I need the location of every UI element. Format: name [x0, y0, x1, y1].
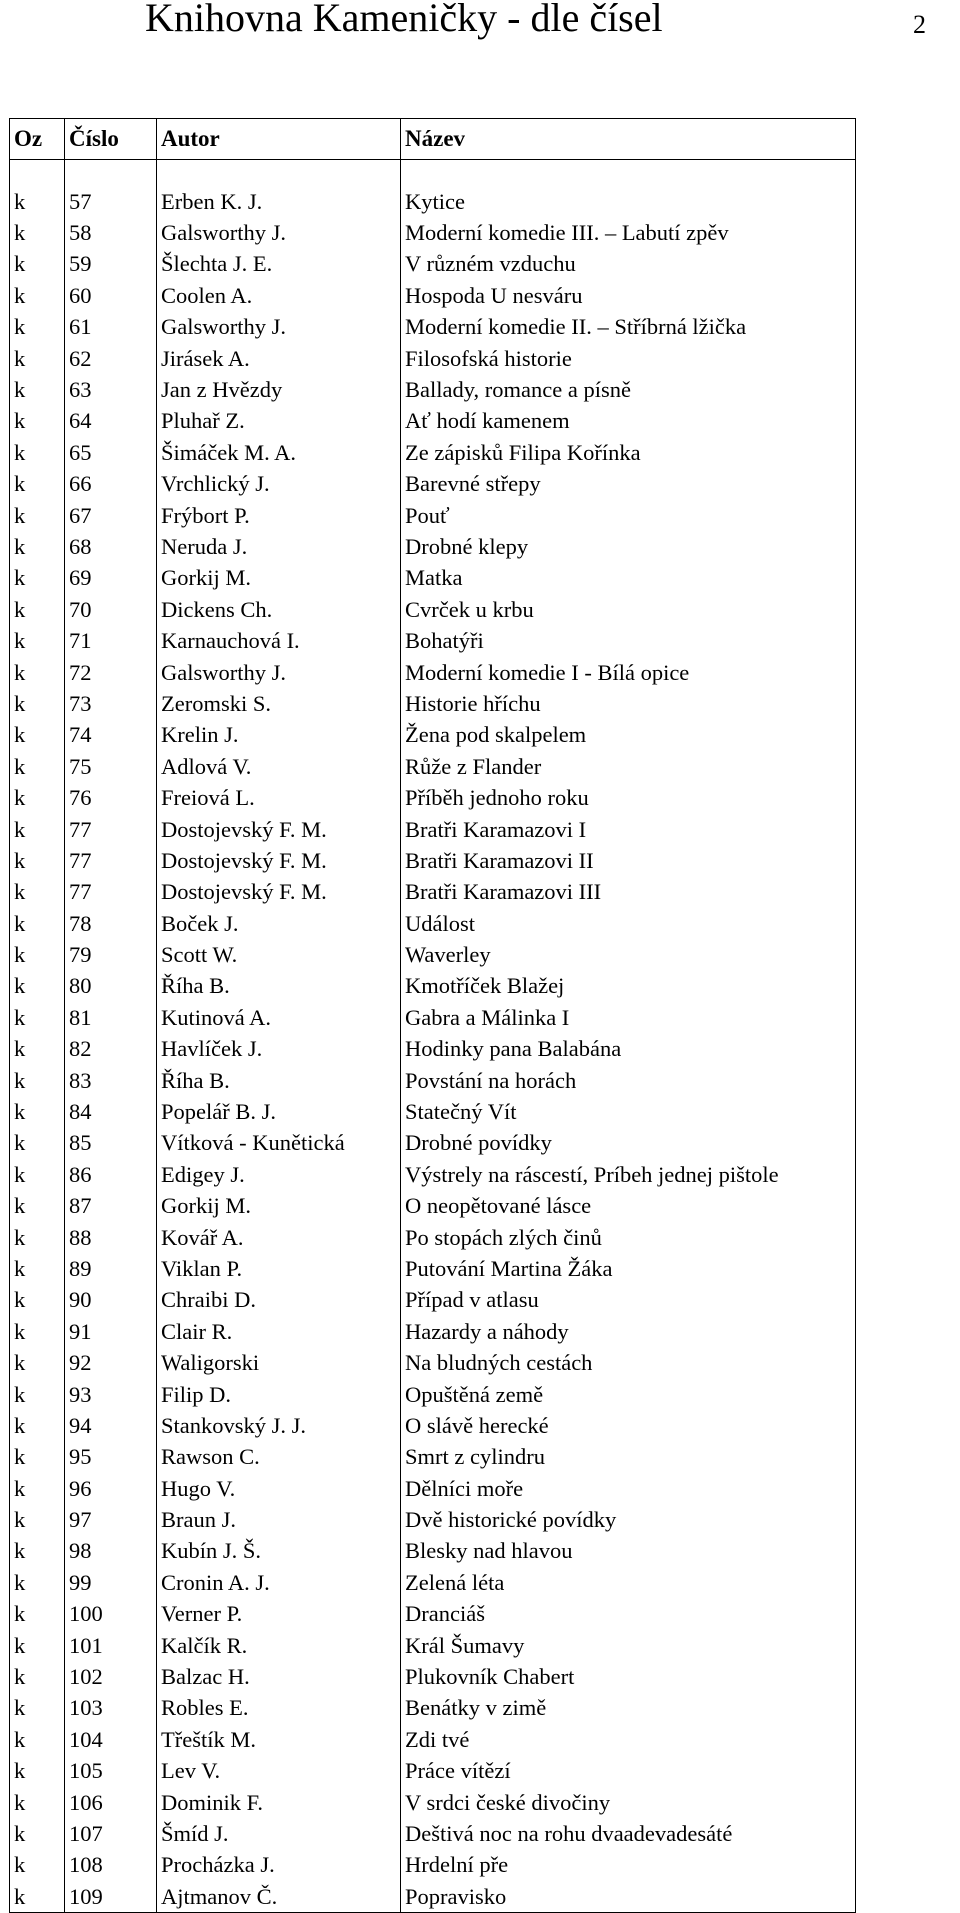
table-row [10, 500, 856, 531]
cell-autor: Dostojevský F. M. [157, 814, 401, 845]
cell-oz: k [10, 1347, 65, 1378]
cell-oz: k [10, 1850, 65, 1881]
cell-cislo: 102 [65, 1661, 157, 1692]
cell-oz: k [10, 1881, 65, 1913]
table-row [10, 186, 856, 217]
cell-autor: Hugo V. [157, 1473, 401, 1504]
table-row [10, 1787, 856, 1818]
cell-nazev: Zelená léta [401, 1567, 856, 1598]
cell-oz: k [10, 1191, 65, 1222]
cell-cislo: 58 [65, 217, 157, 248]
table-row [10, 688, 856, 719]
cell-cislo: 61 [65, 312, 157, 343]
table-row [10, 1379, 856, 1410]
cell-autor: Scott W. [157, 939, 401, 970]
table-row [10, 1034, 856, 1065]
cell-cislo: 68 [65, 531, 157, 562]
table-row [10, 217, 856, 248]
cell-oz: k [10, 500, 65, 531]
cell-cislo: 91 [65, 1316, 157, 1347]
cell-cislo: 79 [65, 939, 157, 970]
table-row [10, 1693, 856, 1724]
cell-nazev: V srdci české divočiny [401, 1787, 856, 1818]
cell-autor: Gorkij M. [157, 1191, 401, 1222]
cell-autor: Kutinová A. [157, 1002, 401, 1033]
cell-cislo: 62 [65, 343, 157, 374]
cell-nazev: Bratři Karamazovi III [401, 877, 856, 908]
cell-oz: k [10, 782, 65, 813]
table-row [10, 1818, 856, 1849]
cell-oz: k [10, 1567, 65, 1598]
cell-cislo: 85 [65, 1128, 157, 1159]
cell-nazev: Ballady, romance a písně [401, 374, 856, 405]
table-row [10, 1128, 856, 1159]
table-row [10, 1850, 856, 1881]
cell-nazev: Bratři Karamazovi II [401, 845, 856, 876]
cell-autor: Edigey J. [157, 1159, 401, 1190]
cell-nazev: Práce vítězí [401, 1756, 856, 1787]
cell-oz: k [10, 1630, 65, 1661]
cell-autor: Dostojevský F. M. [157, 845, 401, 876]
cell-cislo: 90 [65, 1285, 157, 1316]
cell-nazev: Historie hříchu [401, 688, 856, 719]
table-row [10, 1316, 856, 1347]
cell-nazev: Výstrely na ráscestí, Príbeh jednej pištole [401, 1159, 856, 1190]
table-spacer-row [10, 160, 856, 187]
cell-autor: Neruda J. [157, 531, 401, 562]
cell-autor: Procházka J. [157, 1850, 401, 1881]
cell-cislo: 106 [65, 1787, 157, 1818]
cell-nazev: Král Šumavy [401, 1630, 856, 1661]
cell-cislo: 64 [65, 406, 157, 437]
cell-cislo: 72 [65, 657, 157, 688]
table-row [10, 1473, 856, 1504]
column-header-nazev: Název [401, 119, 856, 160]
cell-nazev: Waverley [401, 939, 856, 970]
cell-nazev: Po stopách zlých činů [401, 1222, 856, 1253]
cell-cislo: 82 [65, 1034, 157, 1065]
table-row [10, 1096, 856, 1127]
cell-autor: Vrchlický J. [157, 469, 401, 500]
cell-autor: Galsworthy J. [157, 312, 401, 343]
cell-nazev: Kmotříček Blažej [401, 971, 856, 1002]
table-row [10, 312, 856, 343]
cell-autor: Šimáček M. A. [157, 437, 401, 468]
cell-cislo: 88 [65, 1222, 157, 1253]
table-row [10, 1442, 856, 1473]
cell-nazev: Drobné povídky [401, 1128, 856, 1159]
table-row [10, 594, 856, 625]
table-row [10, 1599, 856, 1630]
cell-autor: Dostojevský F. M. [157, 877, 401, 908]
cell-nazev: Pouť [401, 500, 856, 531]
cell-cislo: 100 [65, 1599, 157, 1630]
cell-autor: Jan z Hvězdy [157, 374, 401, 405]
cell-autor: Clair R. [157, 1316, 401, 1347]
cell-oz: k [10, 1442, 65, 1473]
cell-oz: k [10, 1253, 65, 1284]
cell-autor: Galsworthy J. [157, 217, 401, 248]
cell-autor: Havlíček J. [157, 1034, 401, 1065]
cell-oz: k [10, 1787, 65, 1818]
cell-oz: k [10, 1410, 65, 1441]
cell-autor: Říha B. [157, 971, 401, 1002]
cell-oz: k [10, 186, 65, 217]
cell-nazev: Příběh jednoho roku [401, 782, 856, 813]
table-row [10, 1002, 856, 1033]
cell-cislo: 69 [65, 563, 157, 594]
cell-autor: Dickens Ch. [157, 594, 401, 625]
cell-nazev: Popravisko [401, 1881, 856, 1913]
page-number: 2 [913, 10, 926, 39]
cell-cislo: 87 [65, 1191, 157, 1222]
cell-nazev: Moderní komedie III. – Labutí zpěv [401, 217, 856, 248]
cell-oz: k [10, 594, 65, 625]
cell-autor: Braun J. [157, 1504, 401, 1535]
catalog-table [9, 118, 856, 1913]
cell-cislo: 104 [65, 1724, 157, 1755]
table-row [10, 374, 856, 405]
cell-cislo: 107 [65, 1818, 157, 1849]
cell-cislo: 75 [65, 751, 157, 782]
cell-nazev: Bratři Karamazovi I [401, 814, 856, 845]
table-row [10, 1159, 856, 1190]
cell-cislo: 63 [65, 374, 157, 405]
cell-oz: k [10, 312, 65, 343]
cell-oz: k [10, 939, 65, 970]
cell-oz: k [10, 1065, 65, 1096]
cell-autor: Adlová V. [157, 751, 401, 782]
cell-oz: k [10, 720, 65, 751]
cell-cislo: 60 [65, 280, 157, 311]
cell-autor: Dominik F. [157, 1787, 401, 1818]
cell-oz: k [10, 688, 65, 719]
cell-autor: Verner P. [157, 1599, 401, 1630]
cell-oz: k [10, 1002, 65, 1033]
table-row [10, 720, 856, 751]
cell-nazev: Putování Martina Žáka [401, 1253, 856, 1284]
table-row [10, 1724, 856, 1755]
cell-autor: Robles E. [157, 1693, 401, 1724]
cell-nazev: Blesky nad hlavou [401, 1536, 856, 1567]
cell-autor: Karnauchová I. [157, 625, 401, 656]
cell-cislo: 73 [65, 688, 157, 719]
cell-nazev: Na bludných cestách [401, 1347, 856, 1378]
cell-autor: Jirásek A. [157, 343, 401, 374]
table-row [10, 1756, 856, 1787]
table-row [10, 1630, 856, 1661]
table-row [10, 1347, 856, 1378]
table-row [10, 657, 856, 688]
cell-autor: Gorkij M. [157, 563, 401, 594]
cell-nazev: Dranciáš [401, 1599, 856, 1630]
cell-autor: Erben K. J. [157, 186, 401, 217]
cell-oz: k [10, 1034, 65, 1065]
table-row [10, 814, 856, 845]
cell-nazev: Smrt z cylindru [401, 1442, 856, 1473]
table-row [10, 1222, 856, 1253]
cell-autor: Třeštík M. [157, 1724, 401, 1755]
cell-oz: k [10, 217, 65, 248]
table-row [10, 625, 856, 656]
cell-oz: k [10, 877, 65, 908]
cell-oz: k [10, 1096, 65, 1127]
cell-nazev: O slávě herecké [401, 1410, 856, 1441]
table-row [10, 751, 856, 782]
cell-oz: k [10, 343, 65, 374]
table-row [10, 437, 856, 468]
cell-cislo: 95 [65, 1442, 157, 1473]
table-row [10, 1567, 856, 1598]
table-row [10, 249, 856, 280]
cell-cislo: 108 [65, 1850, 157, 1881]
cell-cislo: 89 [65, 1253, 157, 1284]
table-row [10, 939, 856, 970]
cell-oz: k [10, 280, 65, 311]
cell-autor: Viklan P. [157, 1253, 401, 1284]
cell-cislo: 96 [65, 1473, 157, 1504]
page-title: Knihovna Kameničky - dle čísel [145, 0, 663, 40]
cell-autor: Waligorski [157, 1347, 401, 1378]
cell-nazev: Opuštěná země [401, 1379, 856, 1410]
cell-oz: k [10, 437, 65, 468]
cell-oz: k [10, 971, 65, 1002]
cell-nazev: Ze zápisků Filipa Kořínka [401, 437, 856, 468]
table-body [10, 160, 856, 1913]
cell-oz: k [10, 1693, 65, 1724]
cell-cislo: 70 [65, 594, 157, 625]
table-row [10, 908, 856, 939]
table-row [10, 1065, 856, 1096]
cell-cislo: 76 [65, 782, 157, 813]
cell-cislo: 97 [65, 1504, 157, 1535]
cell-cislo: 92 [65, 1347, 157, 1378]
cell-oz: k [10, 1661, 65, 1692]
table-header-row [10, 119, 856, 160]
cell-autor: Pluhař Z. [157, 406, 401, 437]
cell-nazev: Povstání na horách [401, 1065, 856, 1096]
cell-oz: k [10, 1316, 65, 1347]
cell-cislo: 77 [65, 845, 157, 876]
cell-nazev: Dělníci moře [401, 1473, 856, 1504]
cell-autor: Stankovský J. J. [157, 1410, 401, 1441]
cell-autor: Boček J. [157, 908, 401, 939]
table-row [10, 1285, 856, 1316]
table-row [10, 1881, 856, 1913]
cell-cislo: 101 [65, 1630, 157, 1661]
cell-autor: Lev V. [157, 1756, 401, 1787]
cell-nazev: Událost [401, 908, 856, 939]
cell-oz: k [10, 751, 65, 782]
cell-cislo: 84 [65, 1096, 157, 1127]
cell-nazev: Ať hodí kamenem [401, 406, 856, 437]
cell-nazev: Benátky v zimě [401, 1693, 856, 1724]
cell-nazev: Dvě historické povídky [401, 1504, 856, 1535]
cell-oz: k [10, 908, 65, 939]
cell-cislo: 94 [65, 1410, 157, 1441]
cell-autor: Popelář B. J. [157, 1096, 401, 1127]
cell-autor: Cronin A. J. [157, 1567, 401, 1598]
table-row [10, 406, 856, 437]
table-row [10, 1661, 856, 1692]
cell-nazev: Moderní komedie I - Bílá opice [401, 657, 856, 688]
cell-autor: Rawson C. [157, 1442, 401, 1473]
cell-oz: k [10, 1536, 65, 1567]
cell-nazev: O neopětované lásce [401, 1191, 856, 1222]
cell-cislo: 71 [65, 625, 157, 656]
cell-autor: Krelin J. [157, 720, 401, 751]
cell-nazev: Statečný Vít [401, 1096, 856, 1127]
cell-nazev: Cvrček u krbu [401, 594, 856, 625]
table-row [10, 563, 856, 594]
table-row [10, 782, 856, 813]
table-row [10, 971, 856, 1002]
cell-nazev: Barevné střepy [401, 469, 856, 500]
cell-cislo: 78 [65, 908, 157, 939]
cell-cislo: 93 [65, 1379, 157, 1410]
cell-oz: k [10, 1724, 65, 1755]
cell-cislo: 86 [65, 1159, 157, 1190]
cell-cislo: 105 [65, 1756, 157, 1787]
table-row [10, 1253, 856, 1284]
cell-oz: k [10, 374, 65, 405]
cell-nazev: Moderní komedie II. – Stříbrná lžička [401, 312, 856, 343]
cell-oz: k [10, 1818, 65, 1849]
cell-nazev: V různém vzduchu [401, 249, 856, 280]
cell-nazev: Drobné klepy [401, 531, 856, 562]
cell-cislo: 77 [65, 877, 157, 908]
cell-oz: k [10, 1128, 65, 1159]
cell-oz: k [10, 469, 65, 500]
cell-autor: Frýbort P. [157, 500, 401, 531]
cell-cislo: 83 [65, 1065, 157, 1096]
cell-nazev: Růže z Flander [401, 751, 856, 782]
table-row [10, 1504, 856, 1535]
cell-cislo: 77 [65, 814, 157, 845]
cell-oz: k [10, 625, 65, 656]
cell-nazev: Deštivá noc na rohu dvaadevadesáté [401, 1818, 856, 1849]
cell-nazev: Zdi tvé [401, 1724, 856, 1755]
cell-oz: k [10, 1756, 65, 1787]
cell-oz: k [10, 845, 65, 876]
cell-nazev: Hrdelní pře [401, 1850, 856, 1881]
cell-oz: k [10, 814, 65, 845]
cell-oz: k [10, 249, 65, 280]
table-row [10, 1536, 856, 1567]
cell-nazev: Filosofská historie [401, 343, 856, 374]
cell-nazev: Plukovník Chabert [401, 1661, 856, 1692]
table-row [10, 280, 856, 311]
column-header-oz: Oz [10, 119, 65, 160]
cell-oz: k [10, 1285, 65, 1316]
cell-nazev: Žena pod skalpelem [401, 720, 856, 751]
cell-cislo: 65 [65, 437, 157, 468]
cell-cislo: 81 [65, 1002, 157, 1033]
cell-oz: k [10, 1379, 65, 1410]
table-row [10, 845, 856, 876]
cell-autor: Filip D. [157, 1379, 401, 1410]
cell-autor: Zeromski S. [157, 688, 401, 719]
cell-oz: k [10, 1599, 65, 1630]
cell-oz: k [10, 563, 65, 594]
cell-autor: Freiová L. [157, 782, 401, 813]
table-row [10, 343, 856, 374]
cell-autor: Galsworthy J. [157, 657, 401, 688]
cell-nazev: Případ v atlasu [401, 1285, 856, 1316]
cell-nazev: Hospoda U nesváru [401, 280, 856, 311]
cell-cislo: 80 [65, 971, 157, 1002]
cell-cislo: 57 [65, 186, 157, 217]
cell-autor: Ajtmanov Č. [157, 1881, 401, 1913]
cell-autor: Vítková - Kunětická [157, 1128, 401, 1159]
cell-nazev: Hazardy a náhody [401, 1316, 856, 1347]
cell-nazev: Bohatýři [401, 625, 856, 656]
cell-cislo: 59 [65, 249, 157, 280]
cell-oz: k [10, 1504, 65, 1535]
cell-autor: Chraibi D. [157, 1285, 401, 1316]
cell-nazev: Gabra a Málinka I [401, 1002, 856, 1033]
cell-autor: Šlechta J. E. [157, 249, 401, 280]
column-header-cislo: Číslo [65, 119, 157, 160]
cell-oz: k [10, 406, 65, 437]
cell-autor: Kubín J. Š. [157, 1536, 401, 1567]
cell-cislo: 109 [65, 1881, 157, 1913]
cell-autor: Balzac H. [157, 1661, 401, 1692]
cell-oz: k [10, 1473, 65, 1504]
cell-oz: k [10, 657, 65, 688]
cell-autor: Šmíd J. [157, 1818, 401, 1849]
cell-cislo: 98 [65, 1536, 157, 1567]
table-row [10, 531, 856, 562]
table-row [10, 469, 856, 500]
table-row [10, 1410, 856, 1441]
cell-autor: Kalčík R. [157, 1630, 401, 1661]
cell-oz: k [10, 1222, 65, 1253]
cell-autor: Coolen A. [157, 280, 401, 311]
cell-cislo: 99 [65, 1567, 157, 1598]
table-row [10, 1191, 856, 1222]
cell-oz: k [10, 531, 65, 562]
cell-cislo: 103 [65, 1693, 157, 1724]
cell-cislo: 67 [65, 500, 157, 531]
cell-nazev: Hodinky pana Balabána [401, 1034, 856, 1065]
cell-nazev: Kytice [401, 186, 856, 217]
table-row [10, 877, 856, 908]
column-header-autor: Autor [157, 119, 401, 160]
cell-nazev: Matka [401, 563, 856, 594]
cell-cislo: 66 [65, 469, 157, 500]
cell-oz: k [10, 1159, 65, 1190]
cell-autor: Říha B. [157, 1065, 401, 1096]
cell-cislo: 74 [65, 720, 157, 751]
cell-autor: Kovář A. [157, 1222, 401, 1253]
